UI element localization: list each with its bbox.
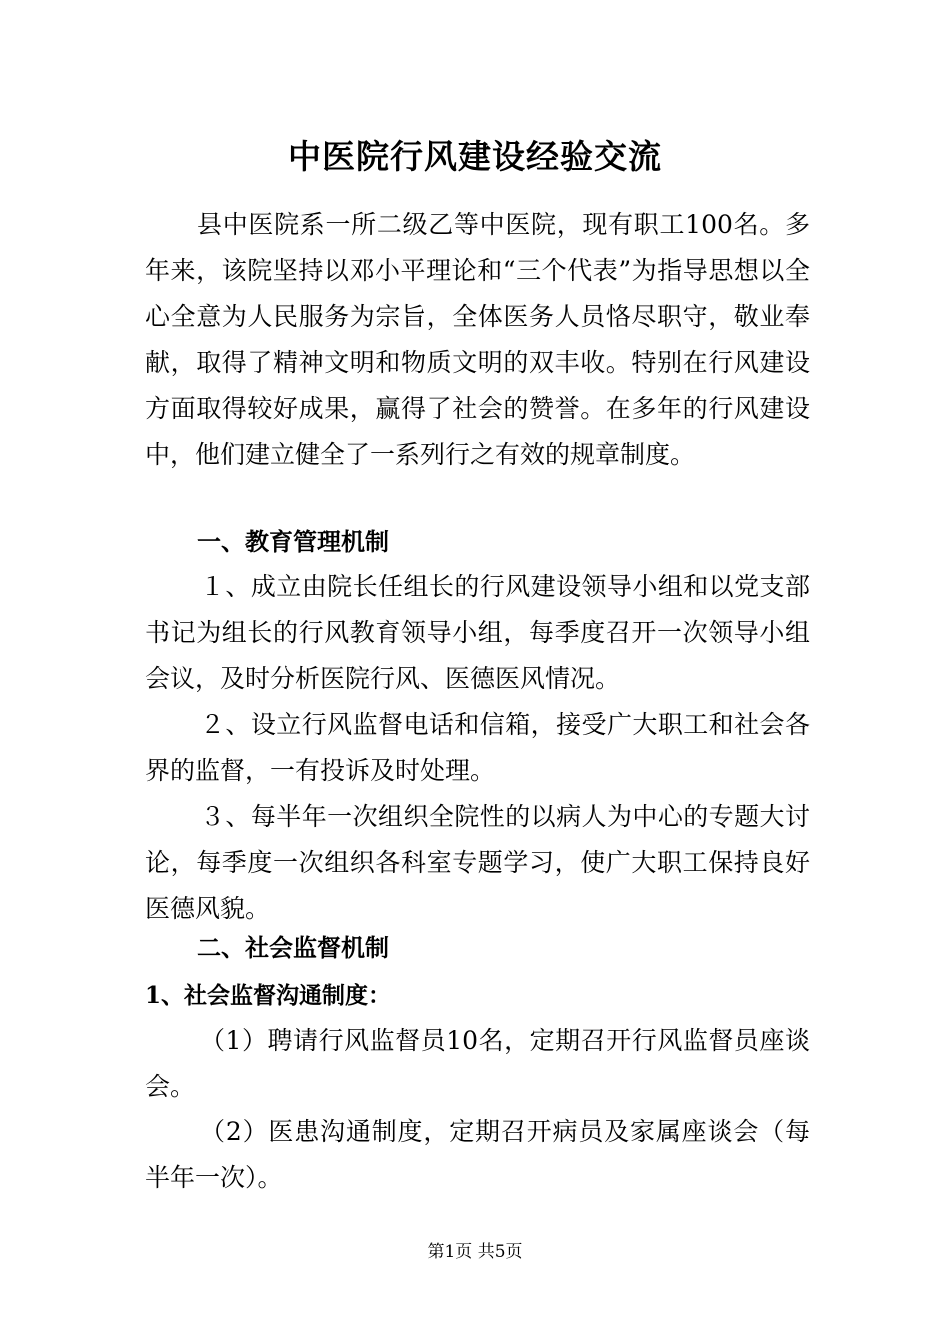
education-item-2: ２、设立行风监督电话和信箱，接受广大职工和社会各界的监督，一有投诉及时处理。: [145, 710, 810, 785]
intro-paragraph: 县中医院系一所二级乙等中医院，现有职工100名。多年来，该院坚持以邓小平理论和“三个代表”为指导思想以全心全意为人民服务为宗旨，全体医务人员恪尽职守，敬业奉献，取得了精神文明和物质文明的双丰收。特别在行风建设方面取得较好成果，赢得了社会的赞誉。在多年的行风建设中，他们建立健全了一系列行之有效的规章制度。: [145, 210, 810, 469]
section-heading-supervision: 二、社会监督机制: [197, 933, 389, 962]
document-title: 中医院行风建设经验交流: [288, 137, 662, 176]
supervision-item-1: （1）聘请行风监督员10名，定期召开行风监督员座谈会。: [145, 1026, 810, 1101]
education-item-1: １、成立由院长任组长的行风建设领导小组和以党支部书记为组长的行风教育领导小组，每季度召开一次领导小组会议，及时分析医院行风、医德医风情况。: [145, 572, 810, 693]
supervision-item-2: （2）医患沟通制度，定期召开病员及家属座谈会（每半年一次）。: [145, 1117, 810, 1192]
section-heading-education: 一、教育管理机制: [197, 527, 389, 556]
subsection-heading-communication: 1、社会监督沟通制度：: [145, 982, 392, 1009]
page-footer: 第1页 共5页: [427, 1242, 523, 1262]
education-item-3: ３、每半年一次组织全院性的以病人为中心的专题大讨论，每季度一次组织各科室专题学习，使广大职工保持良好医德风貌。: [145, 802, 810, 923]
